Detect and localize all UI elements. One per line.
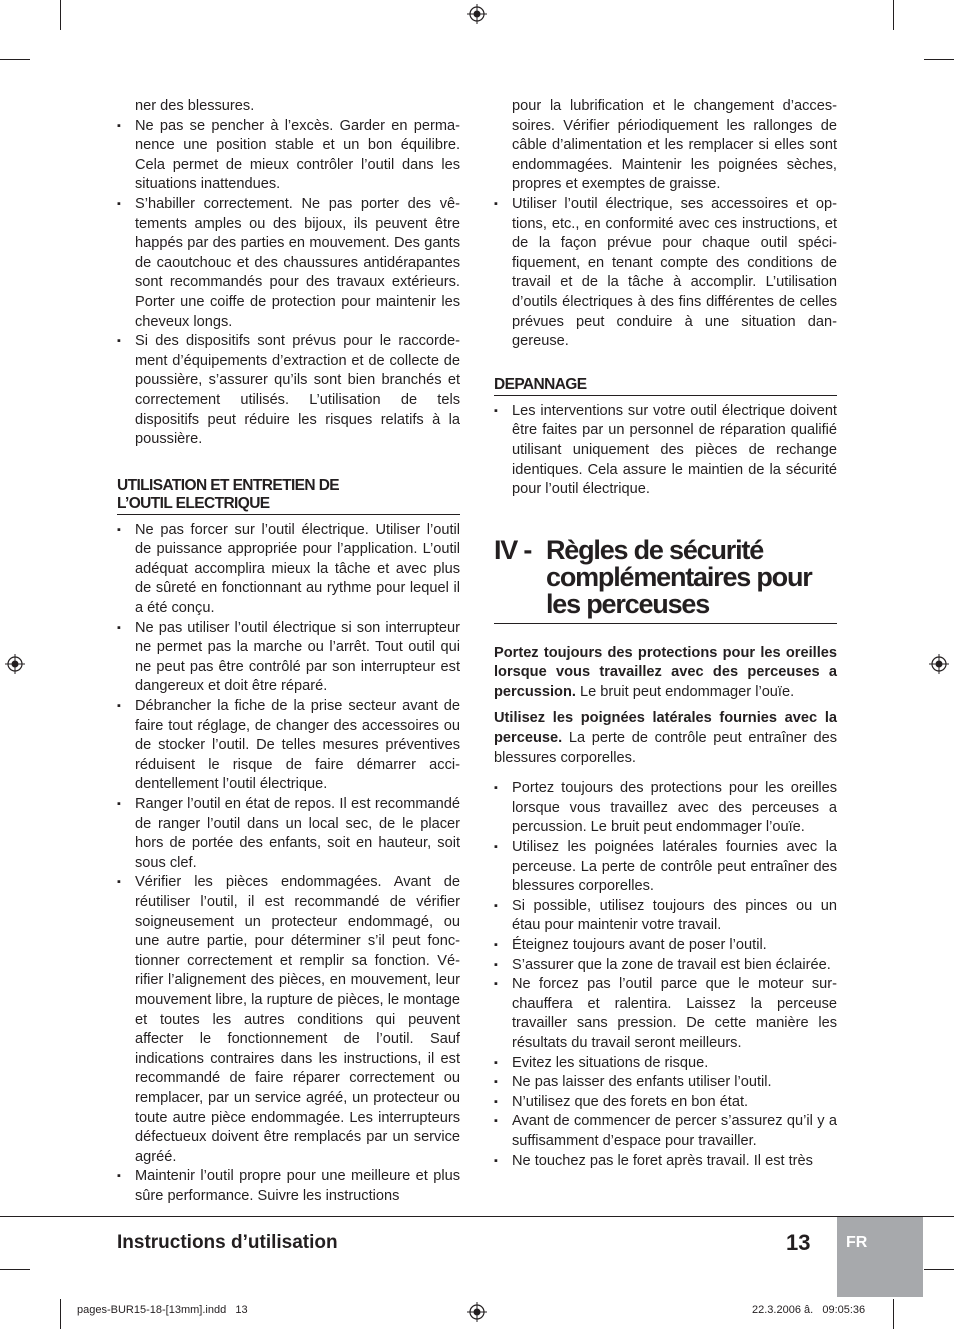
registration-mark-icon: [5, 654, 25, 674]
chapter-title-line: Règles de sécurité: [546, 534, 764, 565]
print-slug-file: pages-BUR15-18-[13mm].indd 13: [77, 1304, 248, 1316]
chapter-title-line: les perceuses: [546, 588, 710, 619]
crop-mark: [60, 0, 61, 30]
list-item: ▪ Utilisez les poignées latérales fournies avec la perceuse. La perte de contrôle peut entraîner des blessures corporelles.: [494, 838, 837, 897]
intro-paragraph: [494, 644, 837, 703]
list-item: ▪ Ranger l’outil en état de repos. Il est recommandé de ranger l’outil dans un local sec, de le placer hors de portée des enfants, soit en hauteur, soit sous clef.: [117, 795, 460, 873]
list-item: ▪ Ne pas forcer sur l’outil électrique. Utiliser l’outil de puissance appropriée pour l’application. L’outil adéquat accomplira mieux la tâche et avec plus de sûreté en fonctionnant au rythme pour lequel il a été conçu.: [117, 521, 460, 619]
intro-text: Le bruit peut endommager l’ouïe.: [575, 683, 795, 700]
list-item: ▪ Si des dispositifs sont prévus pour le raccordement d’équipements d’extraction et de collecte de poussière, s’assurer qu’ils sont bien branchés et correctement utilisés. L’utilisation de tels dispositifs peut réduire les risques relatifs à la poussière.: [117, 332, 460, 450]
list-item: ▪ Ne pas se pencher à l’excès. Garder en permanence une position stable et un bon équilibre. Cela permet de mieux contrôler l’outil dans les situations inattendues.: [117, 117, 460, 195]
print-slug-date: 22.3.2006 â. 09:05:36: [752, 1304, 866, 1316]
bullet-list: [117, 117, 460, 450]
right-column: [494, 97, 837, 1171]
list-item: ▪ Maintenir l’outil propre pour une meilleure et plus sûre performance. Suivre les instructions: [117, 1167, 460, 1206]
list-item: ▪ Vérifier les pièces endommagées. Avant de réutiliser l’outil, il est recommandé de vérifier soigneusement un protecteur endommagé, ou une autre partie, pour déterminer s’il peut fonctionner correctement et remplir sa fonction. Vérifier l’alignement des pièces, en mouvement, leur mouvement libre, la rupture de pièces, le montage et toutes les autres conditions qui peuvent affecter le fonctionnement de l’outil. Sauf indications contraires dans les instructions, il est recommandé de faire réparer correctement ou remplacer, par un service agréé, un protecteur ou toute autre pièce endommagée. Les interrupteurs défectueux doivent être remplacés par un service agréé.: [117, 873, 460, 1167]
registration-mark-icon: [467, 1302, 487, 1322]
bullet-list: [117, 521, 460, 1207]
bullet-list: [494, 195, 837, 352]
intro-bold-text: Portez toujours des protections pour les oreilles lorsque vous travaillez avec des perceuses a percussion.: [494, 644, 837, 700]
list-item: ▪ N’utilisez que des forets en bon état.: [494, 1093, 837, 1113]
bullet-list: [494, 402, 837, 500]
intro-bold-text: Utilisez les poignées latérales fournies avec la perceuse.: [494, 710, 837, 747]
chapter-number: IV -: [494, 534, 532, 565]
crop-mark: [924, 59, 954, 60]
list-item: ▪ S’assurer que la zone de travail est bien éclairée.: [494, 956, 837, 976]
language-label: FR: [846, 1234, 868, 1251]
continued-text: ner des blessures.: [135, 98, 255, 114]
list-item: ▪ Ne touchez pas le foret après travail. Il est très: [494, 1152, 837, 1172]
chapter-heading: [494, 534, 837, 624]
list-item: ▪ Portez toujours des protections pour les oreilles lorsque vous travaillez avec des perceuses a percussion. Le bruit peut endommager l’ouïe.: [494, 779, 837, 838]
crop-mark: [893, 1299, 894, 1329]
bullet-list: [494, 779, 837, 1171]
list-item: ▪ S’habiller correctement. Ne pas porter des vêtements amples ou des bijoux, ils peuvent être happés par des parties en mouvement. Des gants de caoutchouc et des chaussures antidérapantes sont recommandés pour des travaux extérieurs. Porter une coiffe de protection pour maintenir les cheveux longs.: [117, 195, 460, 332]
list-item: ▪ Débrancher la fiche de la prise secteur avant de faire tout réglage, de changer des accessoires ou de stocker l’outil. De telles mesures préventives réduisent le risque de faire démarrer accidentellement l’outil électrique.: [117, 697, 460, 795]
list-item: ▪ Éteignez toujours avant de poser l’outil.: [494, 936, 837, 956]
crop-mark: [60, 1299, 61, 1329]
left-column: [117, 97, 460, 1206]
list-item: ▪ Les interventions sur votre outil électrique doivent être faites par un personnel de réparation qualifié utilisant uniquement des pièces de rechange identiques. Cela assure le maintien de la sécurité pour l’outil électrique.: [494, 402, 837, 500]
section-heading-line: UTILISATION ET ENTRETIEN DE: [117, 476, 340, 494]
registration-mark-icon: [467, 4, 487, 24]
list-item: ▪ Evitez les situations de risque.: [494, 1054, 837, 1074]
intro-paragraph: [494, 709, 837, 768]
list-item: ▪ Ne pas laisser des enfants utiliser l’outil.: [494, 1073, 837, 1093]
list-item: ▪ Ne forcez pas l’outil parce que le moteur surchauffera et ralentira. Laissez la perceuse travailler sans pression. De cette manière les résultats du travail seront meilleurs.: [494, 975, 837, 1053]
section-heading: [117, 477, 460, 515]
crop-mark: [893, 0, 894, 30]
crop-mark: [0, 59, 30, 60]
intro-text: La perte de contrôle peut entraîner des blessures corporelles.: [494, 730, 837, 766]
footer-title: Instructions d’utilisation: [117, 1232, 338, 1253]
list-item: ▪ Ne pas utiliser l’outil électrique si son interrupteur ne permet pas la marche ou l’arrêt. Tout outil qui ne peut pas être contrôlé par son interrupteur est dangereux et doit être réparé.: [117, 619, 460, 697]
footer-divider: [0, 1216, 954, 1217]
registration-mark-icon: [929, 654, 949, 674]
continued-text: pour la lubrification et le changement d’accessoires. Vérifier périodiquement les rallonges de câble d’alimentation et les remplacer si elles sont endommagées. Maintenir les poignées sèches, propres et exemptes de graisse.: [512, 98, 837, 193]
chapter-title-line: complémentaires pour: [546, 561, 812, 592]
crop-mark: [924, 1269, 954, 1270]
section-heading: DEPANNAGE: [494, 376, 837, 396]
section-heading-line: L’OUTIL ELECTRIQUE: [117, 494, 270, 512]
crop-mark: [0, 1269, 30, 1270]
list-item: ▪ Si possible, utilisez toujours des pinces ou un étau pour maintenir votre travail.: [494, 897, 837, 936]
page-number: 13: [786, 1230, 811, 1255]
list-item: ▪ Avant de commencer de percer s’assurez qu’il y a suffisamment d’espace pour travailler.: [494, 1112, 837, 1151]
list-item: ▪ Utiliser l’outil électrique, ses accessoires et options, etc., en conformité avec ces instructions, et de la façon prévue pour chaque outil spécifiquement, en tenant compte des conditions de travail et de la tâche à accomplir. L’utilisation d’outils électriques à des fins différentes de celles prévues peut conduire à une situation dangereuse.: [494, 195, 837, 352]
language-tab: [837, 1217, 923, 1297]
